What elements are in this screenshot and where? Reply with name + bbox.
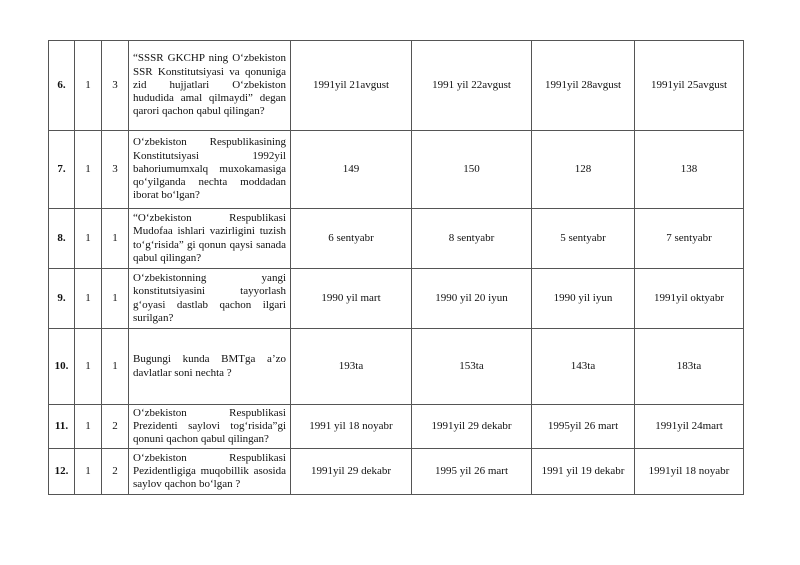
- level-cell: 1: [75, 131, 102, 209]
- answer-option-1: 193ta: [291, 329, 412, 405]
- table-row: [49, 329, 744, 405]
- answer-option-4: 1991yil 18 noyabr: [635, 449, 744, 495]
- table-row: [49, 131, 744, 209]
- answer-option-2: 1991yil 29 dekabr: [412, 405, 532, 449]
- answer-option-2: 1995 yil 26 mart: [412, 449, 532, 495]
- table-row: [49, 269, 744, 329]
- answer-option-2: 1991 yil 22avgust: [412, 41, 532, 131]
- score-cell: 3: [102, 41, 129, 131]
- score-cell: 3: [102, 131, 129, 209]
- level-cell: 1: [75, 405, 102, 449]
- answer-option-1: 1991 yil 18 noyabr: [291, 405, 412, 449]
- question-text: Bugungi kunda BMTga a’zo davlatlar soni nechta ?: [129, 329, 291, 405]
- level-cell: 1: [75, 209, 102, 269]
- question-number: 9.: [49, 269, 75, 329]
- level-cell: 1: [75, 449, 102, 495]
- question-number: 6.: [49, 41, 75, 131]
- answer-option-3: 1990 yil iyun: [532, 269, 635, 329]
- answer-option-1: 1991yil 29 dekabr: [291, 449, 412, 495]
- answer-option-4: 183ta: [635, 329, 744, 405]
- question-text: O‘zbekiston Respublikasi Pezidentligiga muqobillik asosida saylov qachon bo‘lgan ?: [129, 449, 291, 495]
- quiz-table-body: [49, 41, 744, 495]
- level-cell: 1: [75, 329, 102, 405]
- answer-option-2: 8 sentyabr: [412, 209, 532, 269]
- table-row: [49, 449, 744, 495]
- table-row: [49, 405, 744, 449]
- table-row: [49, 41, 744, 131]
- question-text: “O‘zbekiston Respublikasi Mudofaa ishlari vazirligini tuzish to‘g‘risida” gi qonun qaysi sanada qabul qilingan?: [129, 209, 291, 269]
- question-text: “SSSR GKCHP ning O‘zbekiston SSR Konstitutsiyasi va qonuniga zid hujjatlari O‘zbekiston hududida amal qilmaydi” degan qarori qachon qabul qilingan?: [129, 41, 291, 131]
- answer-option-1: 6 sentyabr: [291, 209, 412, 269]
- question-number: 8.: [49, 209, 75, 269]
- question-number: 10.: [49, 329, 75, 405]
- question-text: O‘zbekiston Respublikasi Prezidenti saylovi tog‘risida”gi qonuni qachon qabul qilingan?: [129, 405, 291, 449]
- answer-option-4: 1991yil oktyabr: [635, 269, 744, 329]
- question-number: 7.: [49, 131, 75, 209]
- question-number: 12.: [49, 449, 75, 495]
- answer-option-4: 1991yil 25avgust: [635, 41, 744, 131]
- answer-option-2: 150: [412, 131, 532, 209]
- answer-option-1: 1990 yil mart: [291, 269, 412, 329]
- answer-option-2: 1990 yil 20 iyun: [412, 269, 532, 329]
- quiz-table: [48, 40, 744, 495]
- answer-option-4: 1991yil 24mart: [635, 405, 744, 449]
- answer-option-3: 1991 yil 19 dekabr: [532, 449, 635, 495]
- score-cell: 2: [102, 405, 129, 449]
- score-cell: 2: [102, 449, 129, 495]
- answer-option-3: 1995yil 26 mart: [532, 405, 635, 449]
- answer-option-3: 128: [532, 131, 635, 209]
- level-cell: 1: [75, 269, 102, 329]
- level-cell: 1: [75, 41, 102, 131]
- answer-option-3: 143ta: [532, 329, 635, 405]
- question-text: O‘zbekiston Respublikasining Konstitutsiyasi 1992yil bahoriumumxalq muxokamasiga qo‘yilganda nechta moddadan iborat bo‘lgan?: [129, 131, 291, 209]
- answer-option-4: 7 sentyabr: [635, 209, 744, 269]
- answer-option-4: 138: [635, 131, 744, 209]
- question-number: 11.: [49, 405, 75, 449]
- answer-option-3: 1991yil 28avgust: [532, 41, 635, 131]
- answer-option-2: 153ta: [412, 329, 532, 405]
- score-cell: 1: [102, 329, 129, 405]
- question-text: O‘zbekistonning yangi konstitutsiyasini tayyorlash g‘oyasi dastlab qachon ilgari surilgan?: [129, 269, 291, 329]
- answer-option-1: 1991yil 21avgust: [291, 41, 412, 131]
- answer-option-3: 5 sentyabr: [532, 209, 635, 269]
- table-row: [49, 209, 744, 269]
- score-cell: 1: [102, 269, 129, 329]
- score-cell: 1: [102, 209, 129, 269]
- answer-option-1: 149: [291, 131, 412, 209]
